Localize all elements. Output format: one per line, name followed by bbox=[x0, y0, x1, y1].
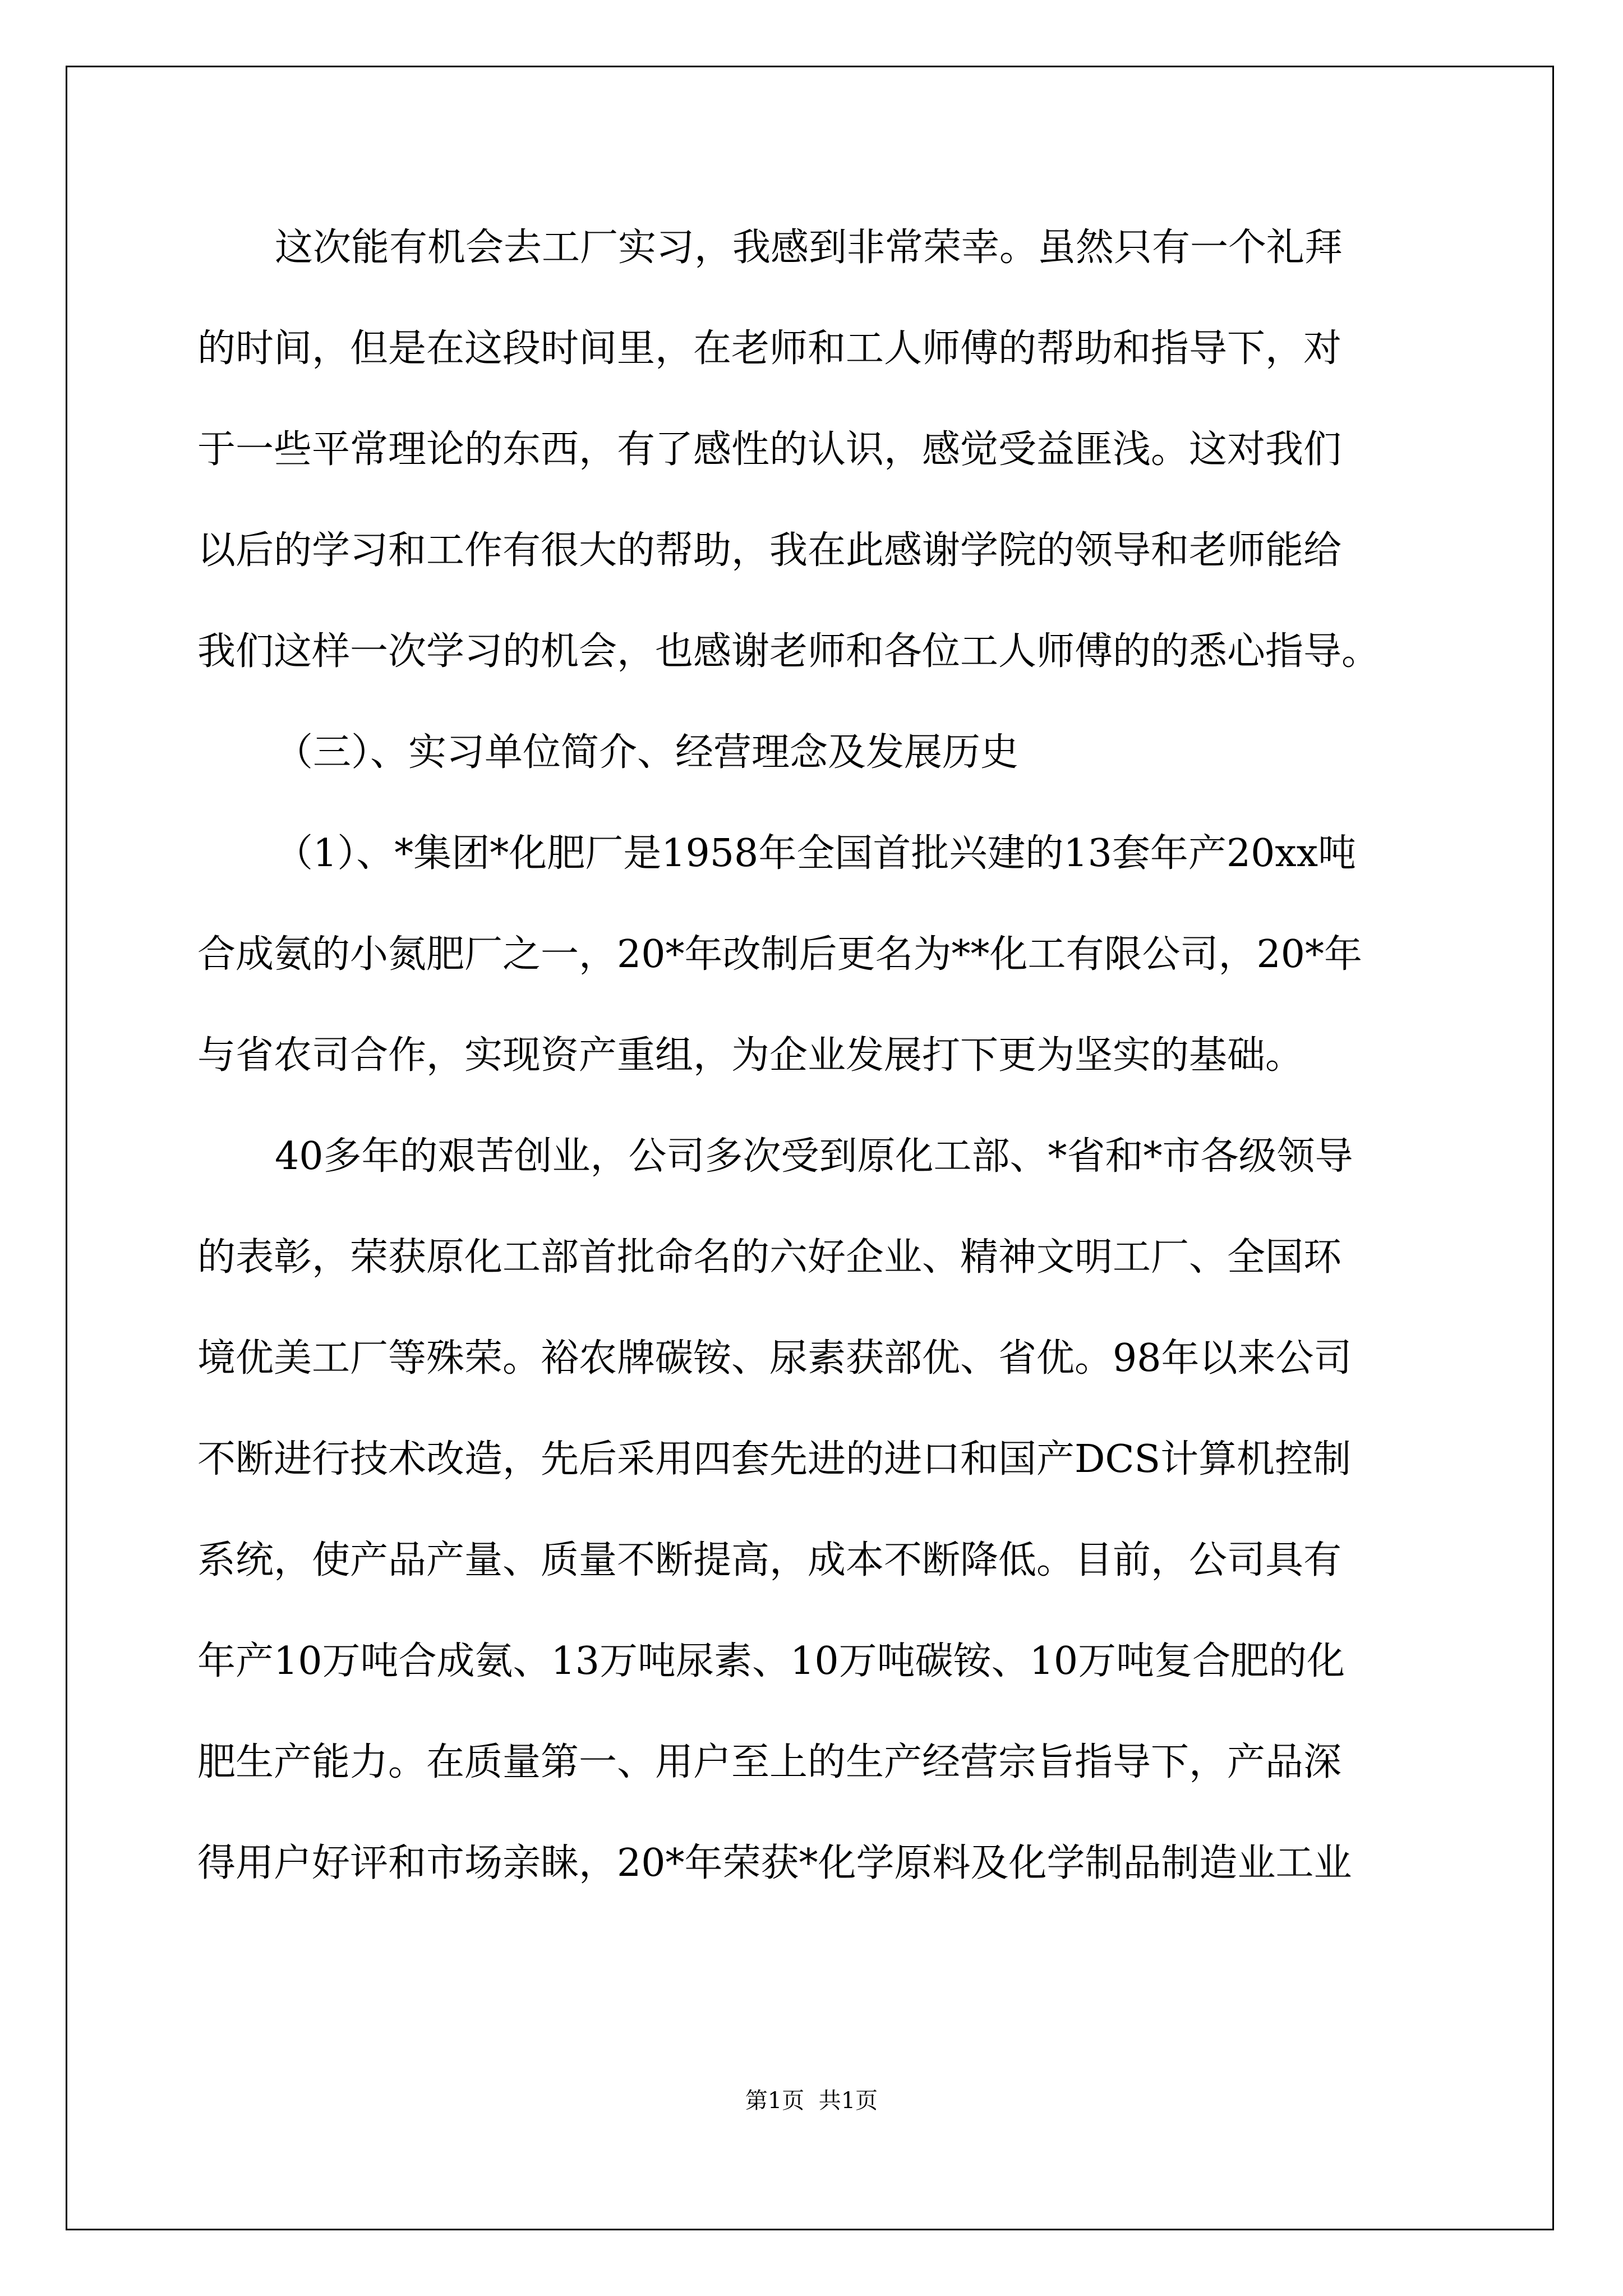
text-line: 境优美工厂等殊荣。裕农牌碳铵、尿素获部优、省优。98年以来公司 bbox=[197, 1336, 1352, 1381]
text-line: 这次能有机会去工厂实习，我感到非常荣幸。虽然只有一个礼拜 bbox=[275, 226, 1343, 270]
text-line: 的时间，但是在这段时间里，在老师和工人师傅的帮助和指导下，对 bbox=[197, 326, 1342, 371]
text-line: 合成氨的小氮肥厂之一，20*年改制后更名为**化工有限公司，20*年 bbox=[197, 932, 1363, 977]
text-line: 年产10万吨合成氨、13万吨尿素、10万吨碳铵、10万吨复合肥的化 bbox=[197, 1639, 1345, 1683]
text-line: 系统，使产品产量、质量不断提高，成本不断降低。目前，公司具有 bbox=[197, 1538, 1342, 1582]
text-line: 我们这样一次学习的机会，也感谢老师和各位工人师傅的的悉心指导。 bbox=[197, 629, 1380, 674]
text-line: 的表彰，荣获原化工部首批命名的六好企业、精神文明工厂、全国环 bbox=[197, 1235, 1342, 1280]
text-line: 与省农司合作，实现资产重组，为企业发展打下更为坚实的基础。 bbox=[197, 1033, 1304, 1078]
section-heading: （三）、实习单位简介、经营理念及发展历史 bbox=[275, 730, 1019, 775]
text-line: （1）、*集团*化肥厂是1958年全国首批兴建的13套年产20xx吨 bbox=[275, 831, 1357, 876]
text-line: 不断进行技术改造，先后采用四套先进的进口和国产DCS计算机控制 bbox=[197, 1437, 1352, 1481]
page-footer: 第1页 共1页 bbox=[745, 2088, 878, 2114]
text-line: 以后的学习和工作有很大的帮助，我在此感谢学院的领导和老师能给 bbox=[197, 528, 1342, 573]
text-line: 40多年的艰苦创业，公司多次受到原化工部、*省和*市各级领导 bbox=[275, 1134, 1353, 1179]
text-line: 肥生产能力。在质量第一、用户至上的生产经营宗旨指导下，产品深 bbox=[197, 1740, 1342, 1784]
text-line: 于一些平常理论的东西，有了感性的认识，感觉受益匪浅。这对我们 bbox=[197, 427, 1342, 472]
text-line: 得用户好评和市场亲睐，20*年荣获*化学原料及化学制品制造业工业 bbox=[197, 1841, 1352, 1885]
